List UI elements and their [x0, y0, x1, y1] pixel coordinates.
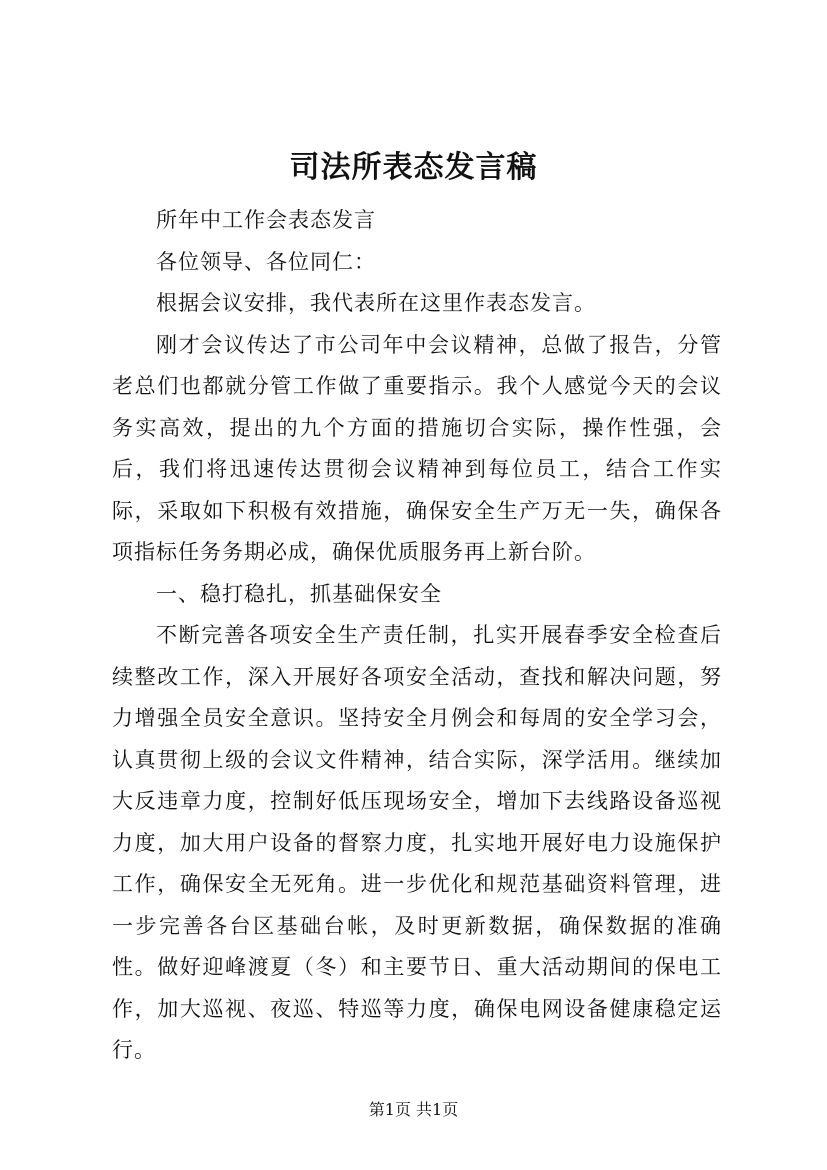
- section-heading-1: 一、稳打稳扎，抓基础保安全: [156, 581, 442, 606]
- paragraph-meeting-name: 所年中工作会表态发言: [156, 208, 376, 232]
- document-body: [112, 200, 722, 1072]
- document-title: 司法所表态发言稿: [289, 150, 538, 185]
- paragraph-main: 刚才会议传达了市公司年中会议精神，总做了报告，分管老总们也都就分管工作做了重要指示。我个人感觉今天的会议务实高效，提出的九个方面的措施切合实际，操作性强，会后，我们将迅速传达贯彻会议精神到每位员工，结合工作实际，采取如下积极有效措施，确保安全生产万无一失，确保各项指标任务务期必成，确保优质服务再上新台阶。: [112, 332, 722, 564]
- paragraph-salutation: 各位领导、各位同仁：: [156, 249, 376, 274]
- paragraph-section-1: 不断完善各项安全生产责任制，扎实开展春季安全检查后续整改工作，深入开展好各项安全活动，查找和解决问题，努力增强全员安全意识。坚持安全月例会和每周的安全学习会，认真贯彻上级的会议文件精神，结合实际，深学活用。继续加大反违章力度，控制好低压现场安全，增加下去线路设备巡视力度，加大用户设备的督察力度，扎实地开展好电力设施保护工作，确保安全无死角。进一步优化和规范基础资料管理，进一步完善各台区基础台帐，及时更新数据，确保数据的准确性。做好迎峰渡夏（冬）和主要节日、重大活动期间的保电工作，加大巡视、夜巡、特巡等力度，确保电网设备健康稳定运行。: [112, 623, 722, 1062]
- page-number: 第1页 共1页: [368, 1100, 459, 1119]
- paragraph-intro: 根据会议安排，我代表所在这里作表态发言。: [156, 291, 596, 315]
